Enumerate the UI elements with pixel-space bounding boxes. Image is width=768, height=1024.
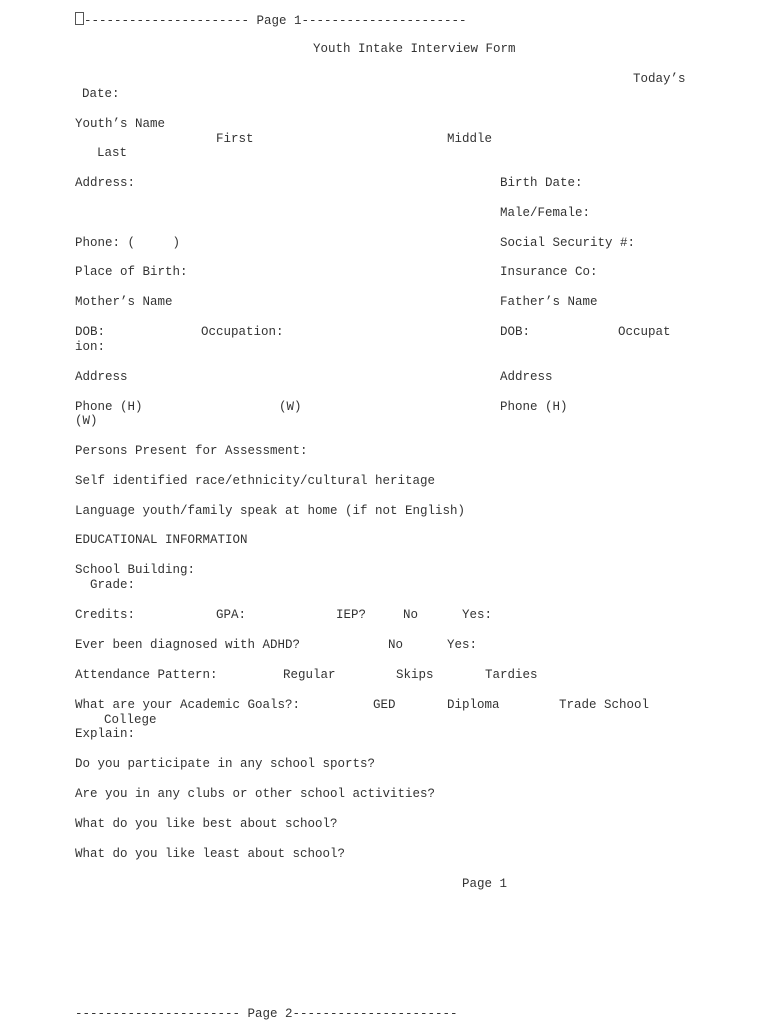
grade-label: Grade: xyxy=(90,578,136,592)
iep-label: IEP? xyxy=(336,608,367,622)
place-of-birth-label: Place of Birth: xyxy=(75,265,188,279)
credits-label: Credits: xyxy=(75,608,136,622)
goal-college-option: College xyxy=(104,713,157,727)
like-best-question: What do you like best about school? xyxy=(75,817,338,831)
page-number: Page 1 xyxy=(462,877,508,891)
mother-phone-home-label: Phone (H) xyxy=(75,400,143,414)
mother-address-label: Address xyxy=(75,370,128,384)
todays-label: Today’s xyxy=(633,72,686,86)
goal-diploma-option: Diploma xyxy=(447,698,500,712)
gpa-label: GPA: xyxy=(216,608,247,622)
date-label: Date: xyxy=(82,87,120,101)
fathers-name-label: Father’s Name xyxy=(500,295,598,309)
persons-present-label: Persons Present for Assessment: xyxy=(75,444,308,458)
education-heading: EDUCATIONAL INFORMATION xyxy=(75,533,248,547)
birth-date-label: Birth Date: xyxy=(500,176,583,190)
form-title: Youth Intake Interview Form xyxy=(313,42,516,56)
like-least-question: What do you like least about school? xyxy=(75,847,346,861)
youths-name-label: Youth’s Name xyxy=(75,117,166,131)
academic-goals-label: What are your Academic Goals?: xyxy=(75,698,301,712)
adhd-yes-option: Yes: xyxy=(447,638,478,652)
attendance-tardies-option: Tardies xyxy=(485,668,538,682)
language-label: Language youth/family speak at home (if not English) xyxy=(75,504,466,518)
goal-ged-option: GED xyxy=(373,698,396,712)
iep-yes-option: Yes: xyxy=(462,608,493,622)
father-address-label: Address xyxy=(500,370,553,384)
father-occupation-label: Occupat xyxy=(618,325,671,339)
page-1-separator xyxy=(75,12,467,29)
male-female-label: Male/Female: xyxy=(500,206,591,220)
box-icon xyxy=(75,12,84,25)
mothers-name-label: Mother’s Name xyxy=(75,295,173,309)
sports-question: Do you participate in any school sports? xyxy=(75,757,376,771)
phone-label: Phone: ( ) xyxy=(75,236,181,250)
father-dob-label: DOB: xyxy=(500,325,531,339)
insurance-label: Insurance Co: xyxy=(500,265,598,279)
mother-phone-work-label: (W) xyxy=(279,400,302,414)
explain-label: Explain: xyxy=(75,727,136,741)
father-phone-work-label: (W) xyxy=(75,414,98,428)
father-occupation-label-wrap: ion: xyxy=(75,340,106,354)
mother-occupation-label: Occupation: xyxy=(201,325,284,339)
page-1-separator-text: ---------------------- Page 1---------------------- xyxy=(84,14,467,28)
middle-name-label: Middle xyxy=(447,132,493,146)
clubs-question: Are you in any clubs or other school activities? xyxy=(75,787,436,801)
address-label: Address: xyxy=(75,176,136,190)
attendance-label: Attendance Pattern: xyxy=(75,668,218,682)
page-2-separator: ---------------------- Page 2---------------------- xyxy=(75,1007,458,1021)
mother-dob-label: DOB: xyxy=(75,325,106,339)
goal-trade-school-option: Trade School xyxy=(559,698,650,712)
attendance-skips-option: Skips xyxy=(396,668,434,682)
father-phone-home-label: Phone (H) xyxy=(500,400,568,414)
first-name-label: First xyxy=(216,132,254,146)
last-name-label: Last xyxy=(97,146,128,160)
adhd-label: Ever been diagnosed with ADHD? xyxy=(75,638,301,652)
adhd-no-option: No xyxy=(388,638,404,652)
iep-no-option: No xyxy=(403,608,419,622)
ssn-label: Social Security #: xyxy=(500,236,636,250)
race-ethnicity-label: Self identified race/ethnicity/cultural heritage xyxy=(75,474,436,488)
school-building-label: School Building: xyxy=(75,563,196,577)
attendance-regular-option: Regular xyxy=(283,668,336,682)
